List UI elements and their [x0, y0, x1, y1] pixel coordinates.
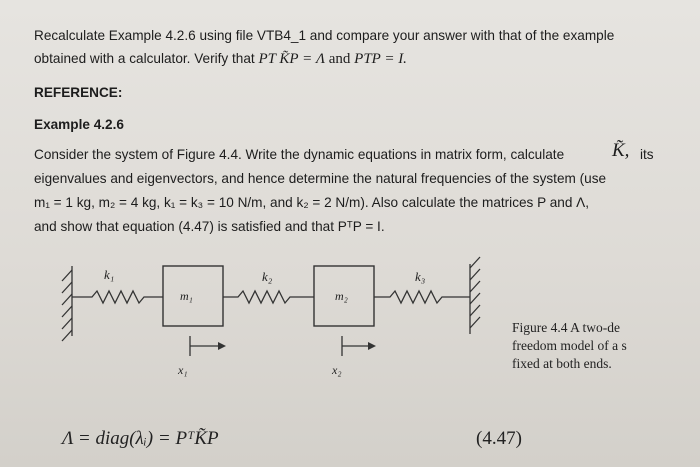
example-line-3: m₁ = 1 kg, m₂ = 4 kg, k₁ = k₃ = 10 N/m, and k₂ = 2 N/m). Also calculate the matrices P and Λ,	[34, 195, 590, 210]
spring-k2	[223, 291, 314, 303]
displacement-arrow-x2	[342, 336, 376, 356]
example-line-4: and show that equation (4.47) is satisfied and that PᵀP = I.	[34, 219, 385, 234]
k-tilde-symbol: K̃,	[612, 140, 630, 161]
figure-caption-line-2: freedom model of a s	[512, 338, 627, 353]
reference-heading: REFERENCE:	[34, 85, 123, 100]
equation-number: (4.47)	[476, 428, 522, 449]
figure-caption-text-1: Figure 4.4 A two-de	[512, 320, 620, 335]
spring-k1	[72, 291, 163, 303]
label-k1: k₁	[104, 267, 115, 282]
right-wall	[470, 257, 480, 334]
verify-and: and	[325, 51, 355, 67]
problem-line-1: Recalculate Example 4.2.6 using file VTB4_1 and compare your answer with that of the example	[34, 28, 615, 43]
example-line-2: eigenvalues and eigenvectors, and hence determine the natural frequencies of the system (use	[34, 171, 607, 186]
example-line-1: Consider the system of Figure 4.4. Write the dynamic equations in matrix form, calculate	[34, 147, 565, 162]
example-title: Example 4.2.6	[34, 117, 124, 132]
displacement-arrow-x1	[190, 336, 226, 356]
label-x2: x₂	[332, 363, 342, 377]
equation-4-47: Λ = diag(λᵢ) = PᵀK̃P	[62, 428, 219, 449]
problem-line-2-text: obtained with a calculator. Verify that	[34, 51, 259, 66]
figure-caption-line-3: fixed at both ends.	[512, 356, 612, 371]
label-m2: m₂	[335, 289, 348, 303]
label-k3: k₃	[415, 269, 426, 284]
label-k2: k₂	[262, 269, 273, 284]
figure-caption-line-1	[512, 319, 620, 337]
left-wall	[62, 266, 72, 341]
mass-block-m1	[163, 266, 223, 326]
verify-equation-2: PTP = I.	[354, 51, 407, 67]
verify-equation-1: PT K̃P = Λ	[258, 51, 325, 67]
label-x1: x₁	[178, 363, 188, 377]
spring-k3	[374, 291, 470, 303]
its-label: its	[640, 147, 654, 162]
label-m1: m₁	[180, 289, 193, 303]
